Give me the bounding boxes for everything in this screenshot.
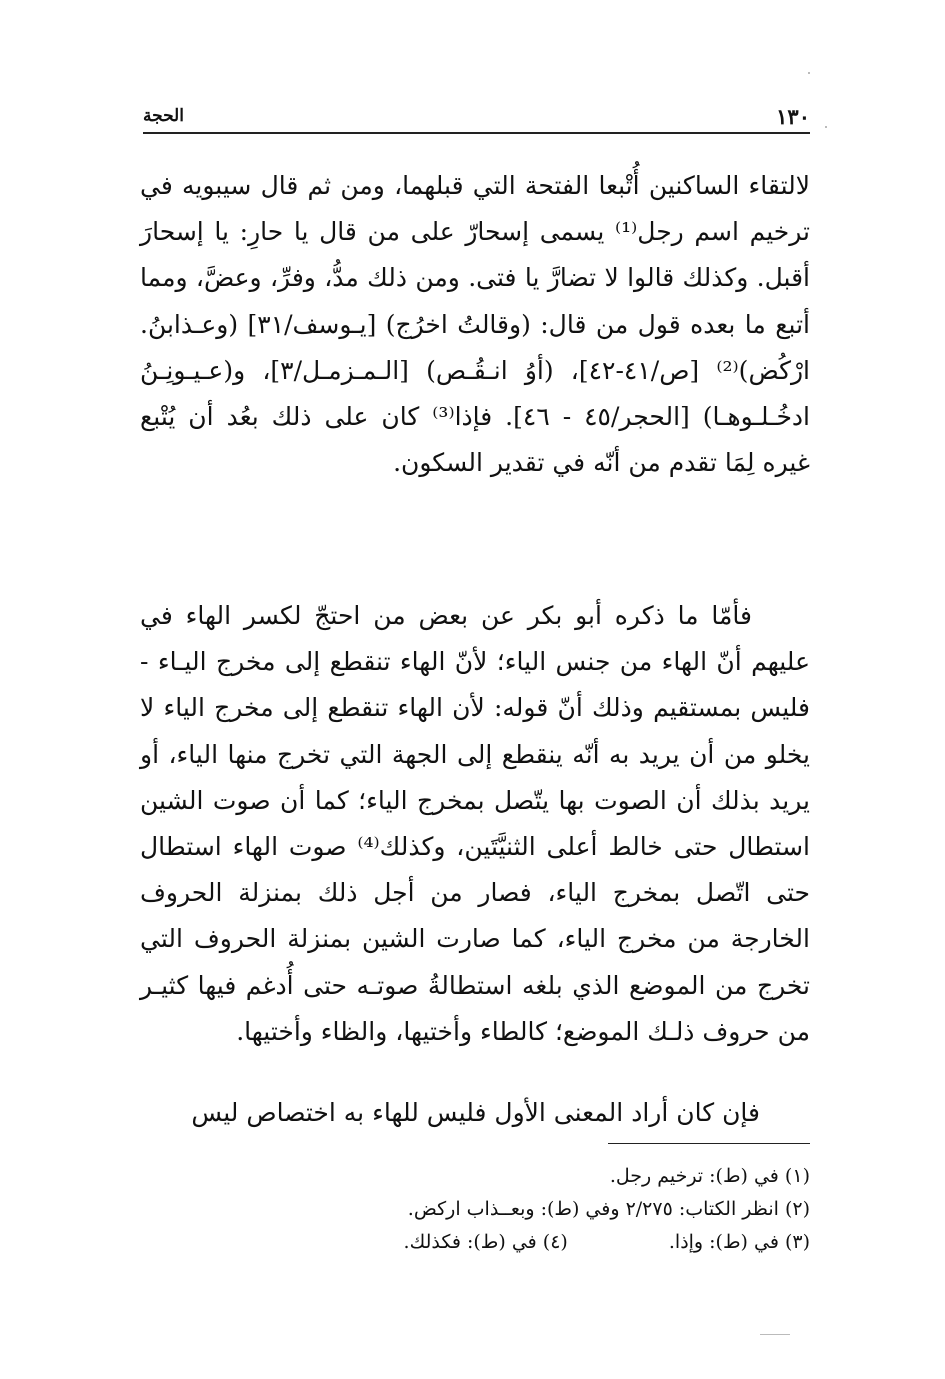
paragraph-1: لالتقاء الساكنين أُتْبعا الفتحة التي قبلهما، ومن ثم قال سيبويه في ترخيم اسم رجل⁽¹⁾ يسمى إسحارّ على من قال يا حارِ: يا إسحارَ أقبل. وكذلك قالوا لا تضارَّ يا فتى. ومن ذلك مدُّ، وفرِّ، وعضَّ، ومما أتبع ما بعده قول من قال: (وقالتُ اخرُج) [يـوسف/٣١] (وعـذابنُ. ارْكُض)⁽²⁾ [ص/٤١-٤٢]، (أوُ انـقُـص) [الـمـزمـل/٣]، و(عـيـونِـنُ ادخُـلـوهـا) [الحجر/٤٥ - ٤٦]. فإذا⁽³⁾ كان على ذلك بعُد أن يُتْبع غيره لِمَا تقدم من أنّه في تقدير السكون.: [140, 171, 811, 478]
footnote-4: (٤) في (ط): فكذلك.: [403, 1231, 568, 1253]
paragraph-3: فإن كان أراد المعنى الأول فليس للهاء به اختصاص ليس: [191, 1098, 760, 1127]
page-number: ١٣٠: [776, 104, 810, 129]
footnotes: [140, 1160, 810, 1259]
footnote-1: (١) في (ط): ترخيم رجل.: [609, 1165, 810, 1187]
scan-speck: [825, 126, 827, 128]
footnote-2: (٢) انظر الكتاب: ٢/٢٧٥ وفي (ط): وبعــذاب اركض.: [407, 1198, 810, 1220]
footnote-separator: [608, 1143, 810, 1144]
footnote-row-3-4: [140, 1226, 810, 1259]
scan-speck: [808, 72, 810, 74]
page-header: [143, 100, 810, 134]
scan-speck: [760, 1334, 790, 1335]
header-rule: [143, 132, 810, 134]
footnote-3: (٣) في (ط): وإذا.: [668, 1231, 810, 1253]
running-title: الحجة: [143, 106, 184, 126]
main-text: [140, 163, 810, 1136]
paragraph-2: فأمّا ما ذكره أبو بكر عن بعض من احتجّ لكسر الهاء في عليهم أنّ الهاء من جنس الياء؛ لأنّ الهاء تنقطع إلى مخرج اليـاء - فليس بمستقيم وذلك أنّ قوله: لأن الهاء تنقطع إلى مخرج الياء لا يخلو من أن يريد به أنّه ينقطع إلى الجهة التي تخرج منها الياء، أو يريد بذلك أن الصوت بها يتّصل بمخرج الياء؛ كما أن صوت الشين استطال حتى خالط أعلى الثنيَّتَين، وكذلك⁽⁴⁾ صوت الهاء استطال حتى اتّصل بمخرج الياء، فصار من أجل ذلك بمنزلة الحروف الخارجة من مخرج الياء، كما صارت الشين بمنزلة الحروف التي تخرج من الموضع الذي بلغه استطالةُ صوتـه حتى أُدغم فيها كثيـر من حروف ذلـك الموضع؛ كالطاء وأختيها، والظاء وأختيها.: [140, 601, 810, 1046]
